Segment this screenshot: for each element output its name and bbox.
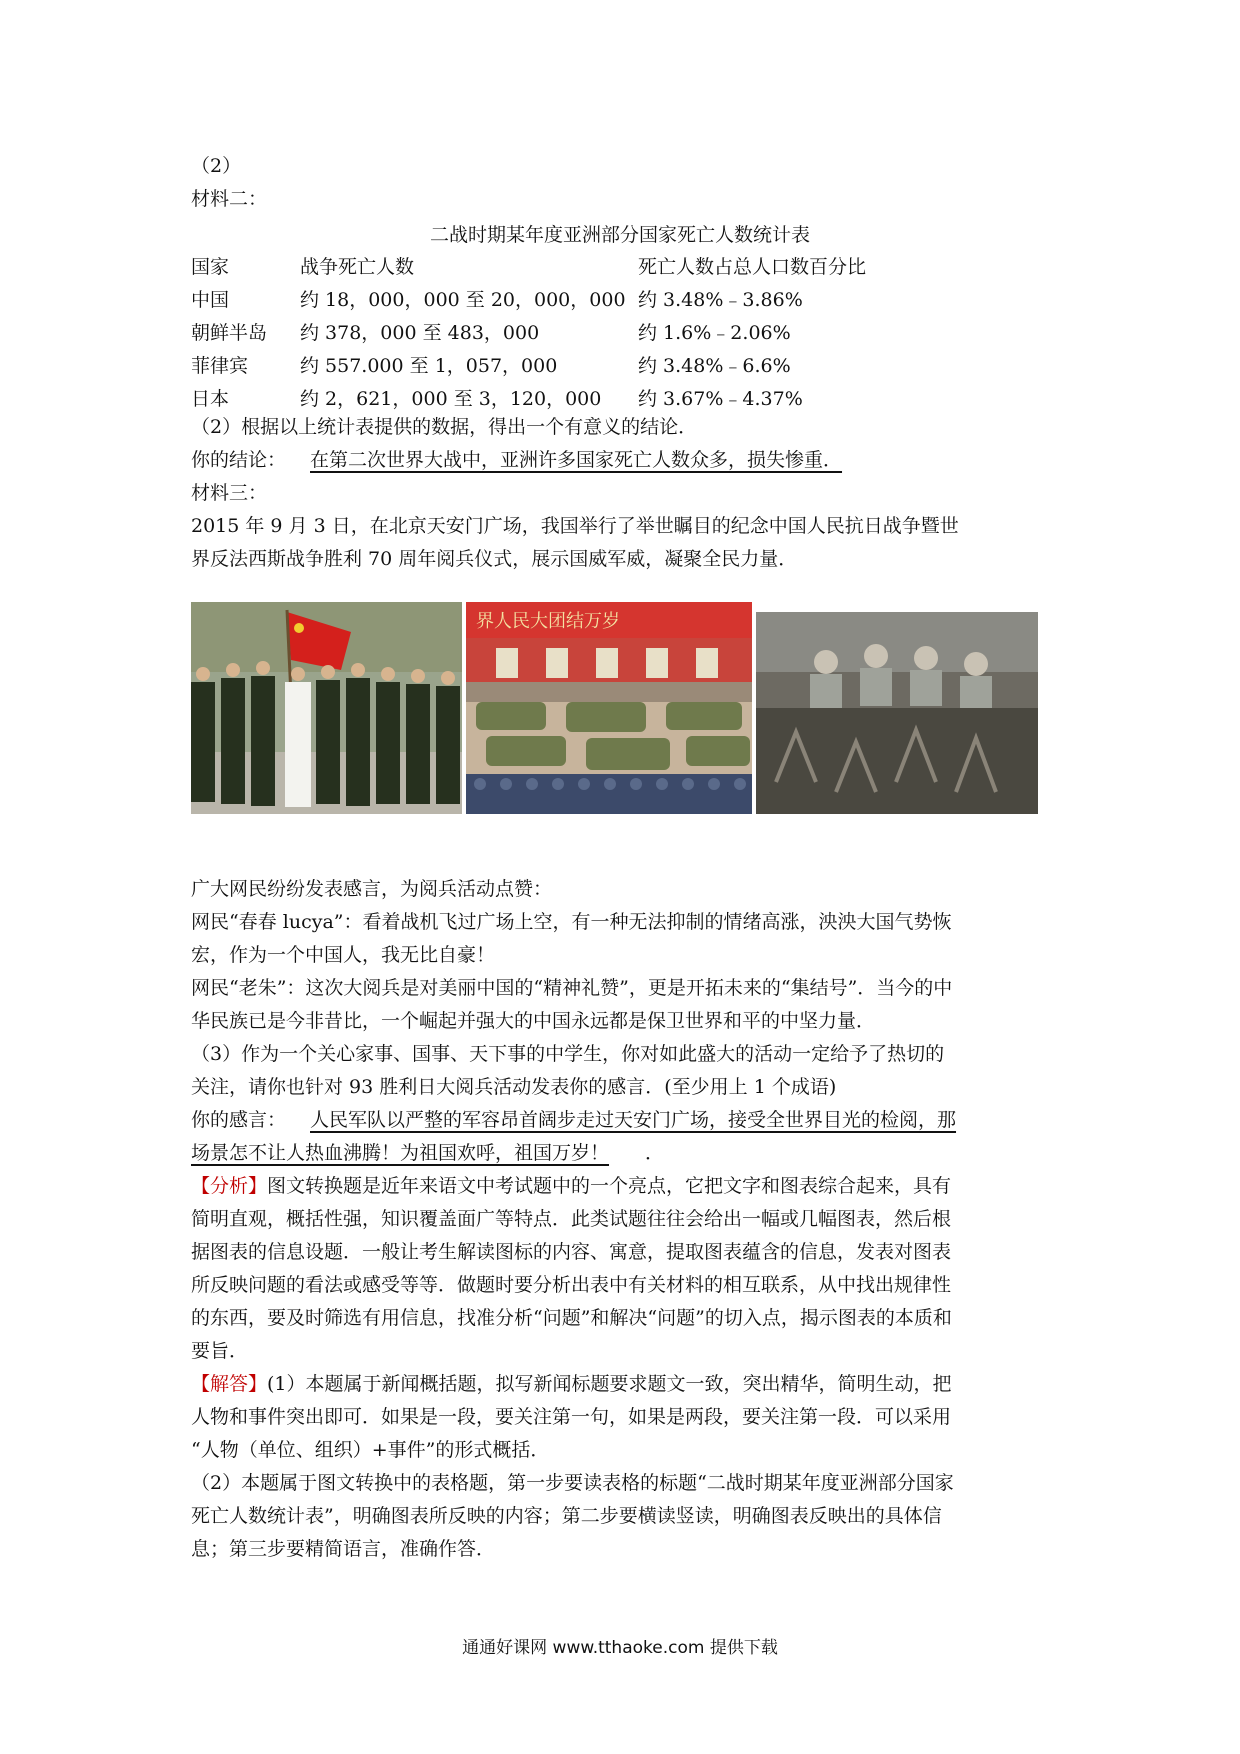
answer-end-punct: ．: [645, 1142, 665, 1164]
table-cell-deaths: 约 378，000 至 483，000: [300, 322, 540, 344]
material-3-heading: 材料三：: [191, 482, 268, 504]
table-cell-country: 日本: [191, 388, 230, 410]
answer-text: 息；第三步要精简语言，准确作答．: [191, 1538, 496, 1560]
material-2-heading: 材料二：: [191, 188, 268, 210]
table-cell-deaths: 约 2，621，000 至 3，120，000: [300, 388, 602, 410]
question-3-prompt-line: 关注，请你也针对 93 胜利日大阅兵活动发表你的感言．(至少用上 1 个成语): [191, 1076, 837, 1098]
table-cell-country: 菲律宾: [191, 355, 249, 377]
netizen-comment-1-line: 网民“春春 lucya”：看着战机飞过广场上空，有一种无法抑制的情绪高涨，泱泱大国气势恢: [191, 911, 952, 933]
table-header-country: 国家: [191, 256, 230, 278]
conclusion-answer: 在第二次世界大战中，亚洲许多国家死亡人数众多，损失惨重．: [310, 449, 843, 471]
table-cell-percent: 约 3.67%﹣4.37%: [638, 388, 803, 410]
table-cell-percent: 约 3.48%﹣6.6%: [638, 355, 791, 377]
analysis-text: 据图表的信息设题．一般让考生解读图标的内容、寓意，提取图表蕴含的信息，发表对图表: [191, 1241, 952, 1263]
question-3-answer-cont: [191, 1144, 664, 1163]
question-2-answer: [191, 451, 878, 470]
page-footer: 通通好课网 www.tthaoke.com 提供下载: [462, 1638, 778, 1658]
question-3-answer: [191, 1111, 956, 1130]
table-cell-percent: 约 3.48%﹣3.86%: [638, 289, 803, 311]
table-cell-country: 朝鲜半岛: [191, 322, 268, 344]
netizen-comment-2-line: 网民“老朱”：这次大阅兵是对美丽中国的“精神礼赞”，更是开拓未来的“集结号”．当今的中: [191, 977, 953, 999]
netizen-comment-1-line: 宏，作为一个中国人，我无比自豪！: [191, 944, 496, 966]
analysis-text: 图文转换题是近年来语文中考试题中的一个亮点，它把文字和图表综合起来，具有: [267, 1175, 952, 1197]
answer-text: 人物和事件突出即可．如果是一段，要关注第一句，如果是两段，要关注第一段．可以采用: [191, 1406, 952, 1428]
netizen-comment-2-line: 华民族已是今非昔比，一个崛起并强大的中国永远都是保卫世界和平的中坚力量．: [191, 1010, 876, 1032]
material-3-text-line: 界反法西斯战争胜利 70 周年阅兵仪式，展示国威军威，凝聚全民力量．: [191, 548, 798, 570]
netizen-intro: 广大网民纷纷发表感言，为阅兵活动点赞：: [191, 878, 553, 900]
answer-text: 死亡人数统计表”，明确图表所反映的内容；第二步要横读竖读，明确图表反映出的具体信: [191, 1505, 942, 1527]
reflection-answer-line: 场景怎不让人热血沸腾！为祖国欢呼，祖国万岁！: [191, 1142, 610, 1164]
reflection-answer-line: 人民军队以严整的军容昂首阔步走过天安门广场，接受全世界目光的检阅，那: [310, 1109, 957, 1131]
answer-text: “人物（单位、组织）+事件”的形式概括．: [191, 1439, 550, 1461]
answer-label: 你的感言：: [191, 1109, 287, 1131]
analysis-line: [191, 1177, 951, 1196]
material-3-text-line: 2015 年 9 月 3 日，在北京天安门广场，我国举行了举世瞩目的纪念中国人民抗日战争暨世: [191, 515, 959, 537]
table-cell-country: 中国: [191, 289, 230, 311]
answer-tag: 【解答】: [191, 1373, 268, 1395]
table-title: 二战时期某年度亚洲部分国家死亡人数统计表: [429, 224, 810, 246]
question-2-prompt: （2）根据以上统计表提供的数据，得出一个有意义的结论．: [191, 416, 698, 438]
answer-text: (1）本题属于新闻概括题，拟写新闻标题要求题文一致，突出精华，简明生动，把: [267, 1373, 952, 1395]
analysis-text: 简明直观，概括性强，知识覆盖面广等特点．此类试题往往会给出一幅或几幅图表，然后根: [191, 1208, 952, 1230]
answer-line: [191, 1375, 952, 1394]
question-number-2: （2）: [191, 155, 242, 177]
table-cell-deaths: 约 557.000 至 1，057，000: [300, 355, 558, 377]
question-3-prompt-line: （3）作为一个关心家事、国事、天下事的中学生，你对如此盛大的活动一定给予了热切的: [191, 1043, 945, 1065]
table-cell-percent: 约 1.6%﹣2.06%: [638, 322, 791, 344]
analysis-text: 所反映问题的看法或感受等等．做题时要分析出表中有关材料的相互联系，从中找出规律性: [191, 1274, 952, 1296]
analysis-tag: 【分析】: [191, 1175, 268, 1197]
answer-label: 你的结论：: [191, 449, 287, 471]
parade-photo-veterans: [756, 612, 1038, 814]
table-cell-deaths: 约 18，000，000 至 20，000，000: [300, 289, 626, 311]
table-header-deaths: 战争死亡人数: [300, 256, 415, 278]
analysis-text: 要旨．: [191, 1340, 249, 1362]
answer-text: （2）本题属于图文转换中的表格题，第一步要读表格的标题“二战时期某年度亚洲部分国家: [191, 1472, 954, 1494]
parade-photo-flag-bearers: [191, 602, 462, 814]
table-header-percent: 死亡人数占总人口数百分比: [638, 256, 867, 278]
parade-photo-tiananmen-vehicles: [466, 602, 752, 814]
tiananmen-banner: 界人民大团结万岁: [476, 611, 620, 632]
analysis-text: 的东西，要及时筛选有用信息，找准分析“问题”和解决“问题”的切入点，揭示图表的本质和: [191, 1307, 952, 1329]
